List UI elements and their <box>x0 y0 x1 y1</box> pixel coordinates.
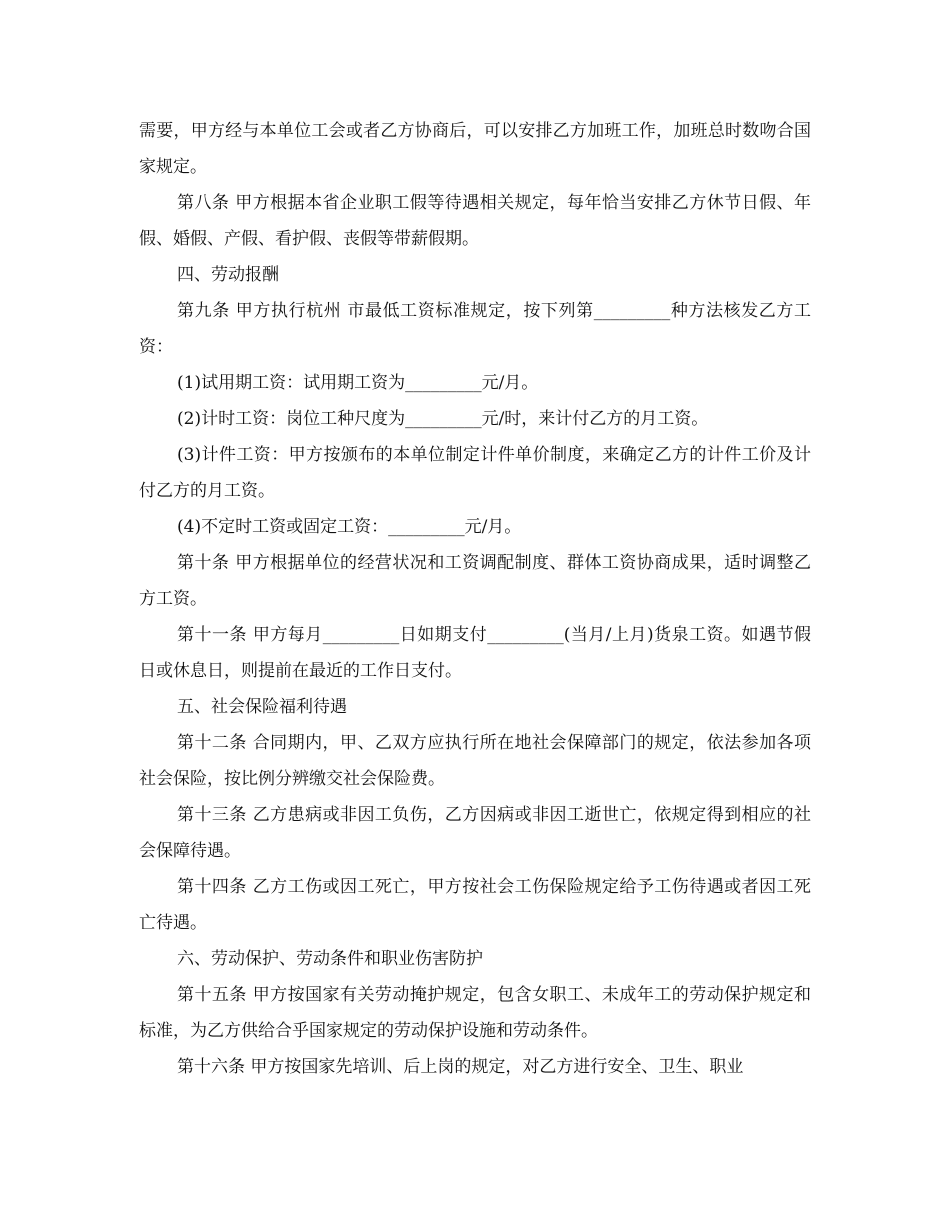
paragraph-item-1: (1)试用期工资：试用期工资为_________元/月。 <box>177 373 539 393</box>
paragraph-article-11: 第十一条 甲方每月_________日如期支付_________(当月/上月)货泉工资。如遇节假日或休息日，则提前在最近的工作日支付。 <box>139 625 811 681</box>
paragraph-article-10: 第十条 甲方根据单位的经营状况和工资调配制度、群体工资协商成果，适时调整乙方工资。 <box>139 553 811 609</box>
paragraph-article-8: 第八条 甲方根据本省企业职工假等待遇相关规定，每年恰当安排乙方休节日假、年假、婚假、产假、看护假、丧假等带薪假期。 <box>139 193 811 249</box>
section-heading-labor-protection: 六、劳动保护、劳动条件和职业伤害防护 <box>177 949 483 969</box>
paragraph-article-13: 第十三条 乙方患病或非因工负伤，乙方因病或非因工逝世亡，依规定得到相应的社会保障待遇。 <box>139 805 811 861</box>
paragraph-item-4: (4)不定时工资或固定工资：_________元/月。 <box>177 517 522 537</box>
paragraph-item-3: (3)计件工资：甲方按颁布的本单位制定计件单价制度，来确定乙方的计件工价及计付乙方的月工资。 <box>139 445 811 501</box>
paragraph-article-9: 第九条 甲方执行杭州 市最低工资标准规定，按下列第_________种方法核发乙方工资： <box>139 301 811 357</box>
document-body <box>139 113 811 1085</box>
paragraph-item-2: (2)计时工资：岗位工种尺度为_________元/时，来计付乙方的月工资。 <box>177 409 709 429</box>
paragraph-article-14: 第十四条 乙方工伤或因工死亡，甲方按社会工伤保险规定给予工伤待遇或者因工死亡待遇。 <box>139 877 811 933</box>
section-heading-social-insurance: 五、社会保险福利待遇 <box>177 697 347 717</box>
paragraph-article-12: 第十二条 合同期内，甲、乙双方应执行所在地社会保障部门的规定，依法参加各项社会保险，按比例分辨缴交社会保险费。 <box>139 733 811 789</box>
paragraph-article-16: 第十六条 甲方按国家先培训、后上岗的规定，对乙方进行安全、卫生、职业 <box>177 1057 744 1077</box>
paragraph-continuation: 需要，甲方经与本单位工会或者乙方协商后，可以安排乙方加班工作，加班总时数吻合国家规定。 <box>139 121 811 177</box>
paragraph-article-15: 第十五条 甲方按国家有关劳动掩护规定，包含女职工、未成年工的劳动保护规定和标准，为乙方供给合乎国家规定的劳动保护设施和劳动条件。 <box>139 985 811 1041</box>
section-heading-remuneration: 四、劳动报酬 <box>177 265 279 285</box>
